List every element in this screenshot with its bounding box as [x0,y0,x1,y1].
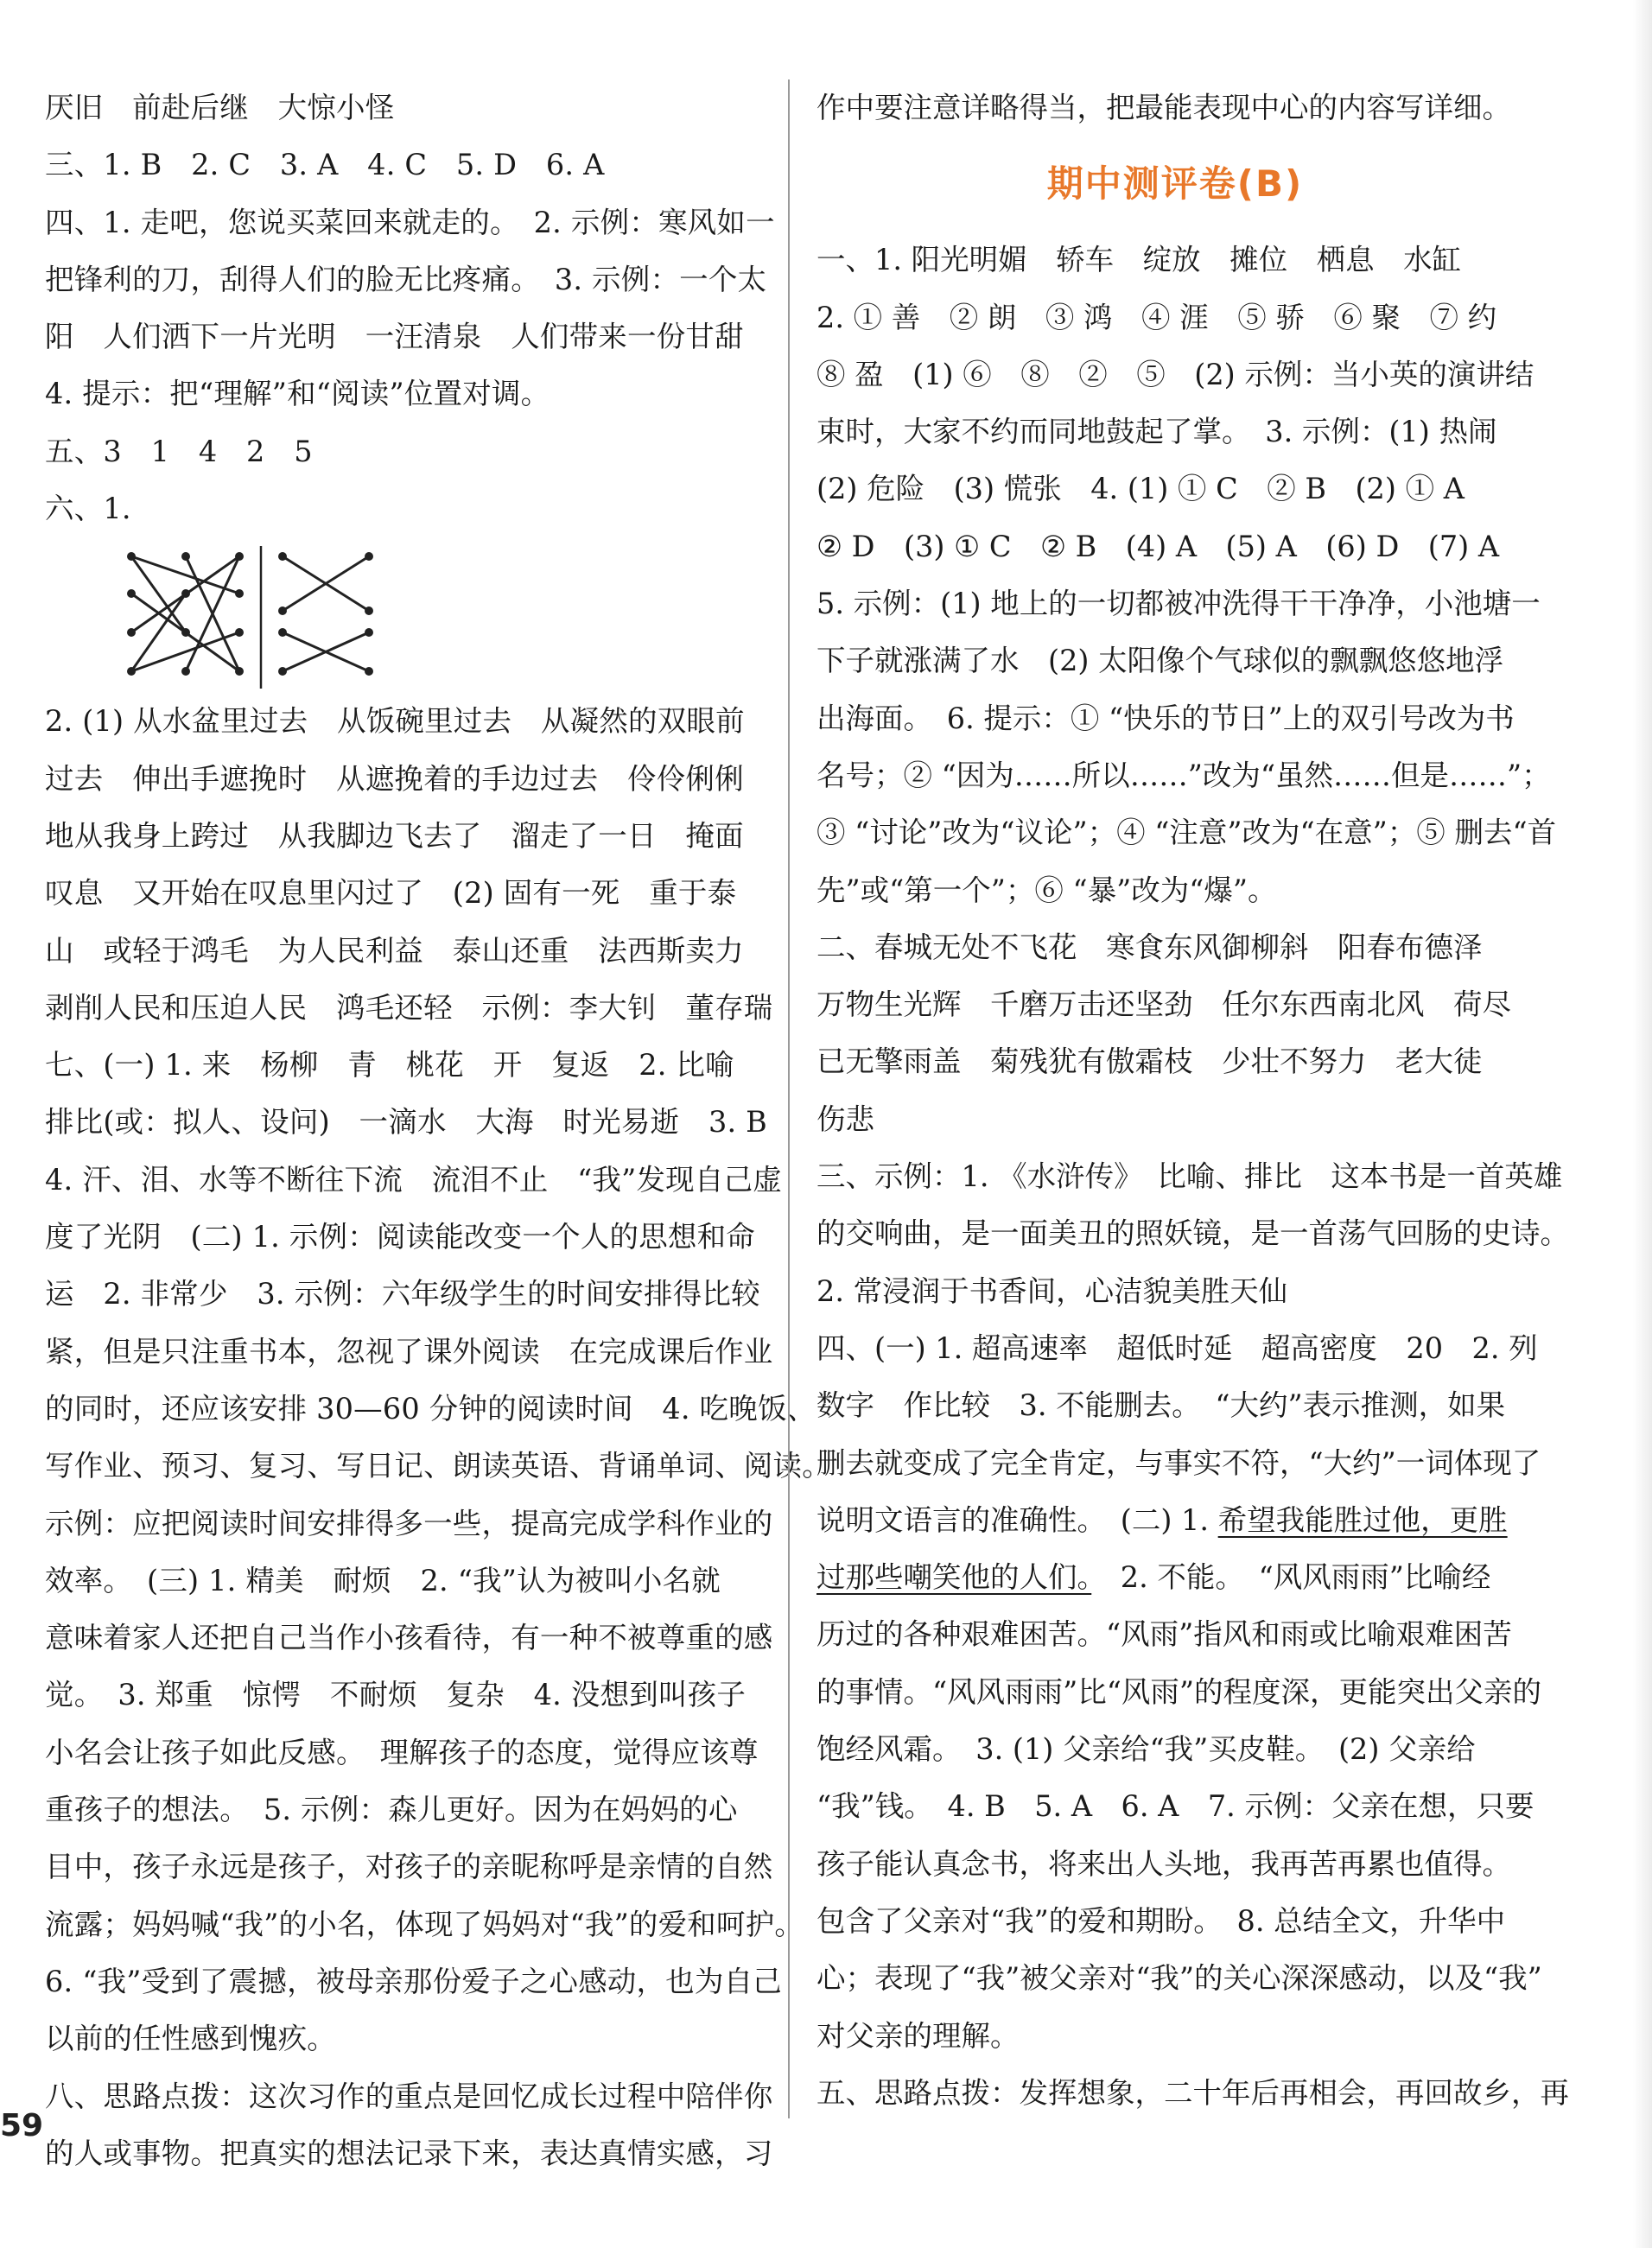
text-line: 的事情。“风风雨雨”比“风雨”的程度深，更能突出父亲的 [816,1674,1542,1709]
text-line: 目中，孩子永远是孩子，对孩子的亲昵称呼是亲情的自然 [45,1850,773,1884]
text-line [816,1492,1534,1549]
underlined-answer: 希望我能胜过他，更胜 [1217,1502,1508,1537]
text-line: 对父亲的理解。 [816,2018,1020,2053]
column-divider [788,79,790,2118]
text-line: 先”或“第一个”；⑥ “暴”改为“爆”。 [816,873,1277,907]
text-line: 2. (1) 从水盆里过去 从饭碗里过去 从凝然的双眼前 [45,704,745,739]
text-line: 已无擎雨盖 菊残犹有傲霜枝 少壮不努力 老大徒 [816,1045,1483,1079]
text-line: ⑧ 盈 (1) ⑥ ⑧ ② ⑤ (2) 示例：当小英的演讲结 [816,357,1534,391]
text-line: 写作业、预习、复习、写日记、朗读英语、背诵单词、阅读。 [45,1449,831,1483]
text-line: 阳 人们洒下一片光明 一汪清泉 人们带来一份甘甜 [45,320,744,354]
text-line: 删去就变成了完全肯定，与事实不符，“大约”一词体现了 [816,1445,1541,1480]
text-line: 名号；② “因为……所以……”改为“虽然……但是……”； [816,758,1551,792]
right-column [816,79,1569,2122]
text-line: 山 或轻于鸿毛 为人民利益 泰山还重 法西斯卖力 [45,933,744,968]
text-line: 的同时，还应该安排 30—60 分钟的阅读时间 4. 吃晚饭、 [45,1391,816,1426]
text-line: 四、1. 走吧，您说买菜回来就走的。 2. 示例：寒风如一 [45,205,775,239]
text-line: 剥削人民和压迫人民 鸿毛还轻 示例：李大钊 董存瑞 [45,990,773,1025]
text-line: ③ “讨论”改为“议论”；④ “注意”改为“在意”；⑤ 删去“首 [816,816,1557,850]
left-column [45,79,831,2182]
text-line: 6. “我”受到了震撼，被母亲那份爱子之心感动，也为自己 [45,1964,782,1998]
section-title: 期中测评卷(B) [1046,162,1304,206]
matching-diagram [127,520,762,693]
text-line: 三、1. B 2. C 3. A 4. C 5. D 6. A [45,148,605,182]
text-line: 五、思路点拨：发挥想象，二十年后再相会，再回故乡，再 [816,2075,1569,2110]
text-line: 出海面。 6. 提示：① “快乐的节日”上的双引号改为书 [816,701,1515,735]
underlined-answer: 过那些嘲笑他的人们。 [816,1560,1092,1595]
text-line: 2. 常浸润于书香间，心洁貌美胜天仙 [816,1273,1288,1308]
text-line: 七、(一) 1. 来 杨柳 青 桃花 开 复返 2. 比喻 [45,1048,734,1083]
text-line: 历过的各种艰难困苦。“风雨”指风和雨或比喻艰难困苦 [816,1617,1512,1652]
text-line: 下子就涨满了水 (2) 太阳像个气球似的飘飘悠悠地浮 [816,644,1504,678]
text-line: 以前的任性感到愧疚。 [45,2022,336,2056]
text-line: 重孩子的想法。 5. 示例：森儿更好。因为在妈妈的心 [45,1793,738,1827]
text-line: 六、1. [45,492,131,526]
text-line: 把锋利的刀，刮得人们的脸无比疼痛。 3. 示例：一个太 [45,262,767,296]
text-line: 伤悲 [816,1102,874,1136]
text-line: 意味着家人还把自己当作小孩看待，有一种不被尊重的感 [45,1621,773,1655]
text-line: 5. 示例：(1) 地上的一切都被冲洗得干干净净，小池塘一 [816,587,1541,621]
text-line: “我”钱。 4. B 5. A 6. A 7. 示例：父亲在想，只要 [816,1789,1534,1824]
text-line: (2) 危险 (3) 慌张 4. (1) ① C ② B (2) ① A [816,472,1465,506]
text-line: 包含了父亲对“我”的爱和期盼。 8. 总结全文，升华中 [816,1903,1506,1938]
text-line: 作中要注意详略得当，把最能表现中心的内容写详细。 [816,91,1511,124]
text-line: 小名会让孩子如此反感。 理解孩子的态度，觉得应该尊 [45,1735,759,1769]
text-line: 流露；妈妈喊“我”的小名，体现了妈妈对“我”的爱和呵护。 [45,1907,804,1941]
text-line: 过去 伸出手遮挽时 从遮挽着的手边过去 伶伶俐俐 [45,761,744,796]
text-line: 厌旧 前赴后继 大惊小怪 [45,91,395,124]
page-edge-shadow [1633,0,1652,2248]
text-line: 万物生光辉 千磨万击还坚劲 任尔东西南北风 荷尽 [816,987,1511,1022]
text-line: 二、春城无处不飞花 寒食东风御柳斜 阳春布德泽 [816,930,1483,964]
text-line: 心；表现了“我”被父亲对“我”的关心深深感动，以及“我” [816,1961,1542,1996]
text-line: 束时，大家不约而同地鼓起了掌。 3. 示例：(1) 热闹 [816,415,1497,449]
text-line: 三、示例：1. 《水浒传》 比喻、排比 这本书是一首英雄 [816,1159,1563,1194]
text-line: 排比(或：拟人、设问) 一滴水 大海 时光易逝 3. B [45,1105,767,1140]
text-segment: 说明文语言的准确性。 (二) 1. [816,1502,1218,1537]
text-line: 效率。 (三) 1. 精美 耐烦 2. “我”认为被叫小名就 [45,1563,721,1597]
text-line: 紧，但是只注重书本，忽视了课外阅读 在完成课后作业 [45,1334,773,1368]
text-line: 4. 提示：把“理解”和“阅读”位置对调。 [45,377,550,411]
text-line: 叹息 又开始在叹息里闪过了 (2) 固有一死 重于泰 [45,876,737,911]
text-line [816,1549,1534,1606]
matching-lines [127,520,386,693]
text-line: 的人或事物。把真实的想法记录下来，表达真情实感，习 [45,2136,773,2170]
text-line: ② D (3) ① C ② B (4) A (5) A (6) D (7) A [816,529,1500,563]
text-line: 2. ① 善 ② 朗 ③ 鸿 ④ 涯 ⑤ 骄 ⑥ 聚 ⑦ 约 [816,300,1497,334]
text-line: 地从我身上跨过 从我脚边飞去了 溜走了一日 掩面 [45,818,744,853]
text-line: 运 2. 非常少 3. 示例：六年级学生的时间安排得比较 [45,1277,760,1311]
text-line: 觉。 3. 郑重 惊愕 不耐烦 复杂 4. 没想到叫孩子 [45,1678,747,1712]
text-line: 的交响曲，是一面美丑的照妖镜，是一首荡气回肠的史诗。 [816,1216,1569,1251]
text-segment: 2. 不能。 “风风雨雨”比喻经 [1091,1560,1491,1595]
text-line: 一、1. 阳光明媚 轿车 绽放 摊位 栖息 水缸 [816,243,1462,277]
text-line: 度了光阴 (二) 1. 示例：阅读能改变一个人的思想和命 [45,1220,755,1254]
text-line: 五、3 1 4 2 5 [45,434,313,468]
text-line: 孩子能认真念书，将来出人头地，我再苦再累也值得。 [816,1846,1511,1881]
text-line: 数字 作比较 3. 不能删去。 “大约”表示推测，如果 [816,1388,1506,1423]
page-number: 59 [0,2108,44,2143]
text-line: 示例：应把阅读时间安排得多一些，提高完成学科作业的 [45,1506,773,1540]
text-line: 八、思路点拨：这次习作的重点是回忆成长过程中陪伴你 [45,2079,773,2113]
text-line: 四、(一) 1. 超高速率 超低时延 超高密度 20 2. 列 [816,1330,1538,1365]
text-line: 饱经风霜。 3. (1) 父亲给“我”买皮鞋。 (2) 父亲给 [816,1732,1476,1767]
text-line: 4. 汗、泪、水等不断往下流 流泪不止 “我”发现自己虚 [45,1162,782,1197]
